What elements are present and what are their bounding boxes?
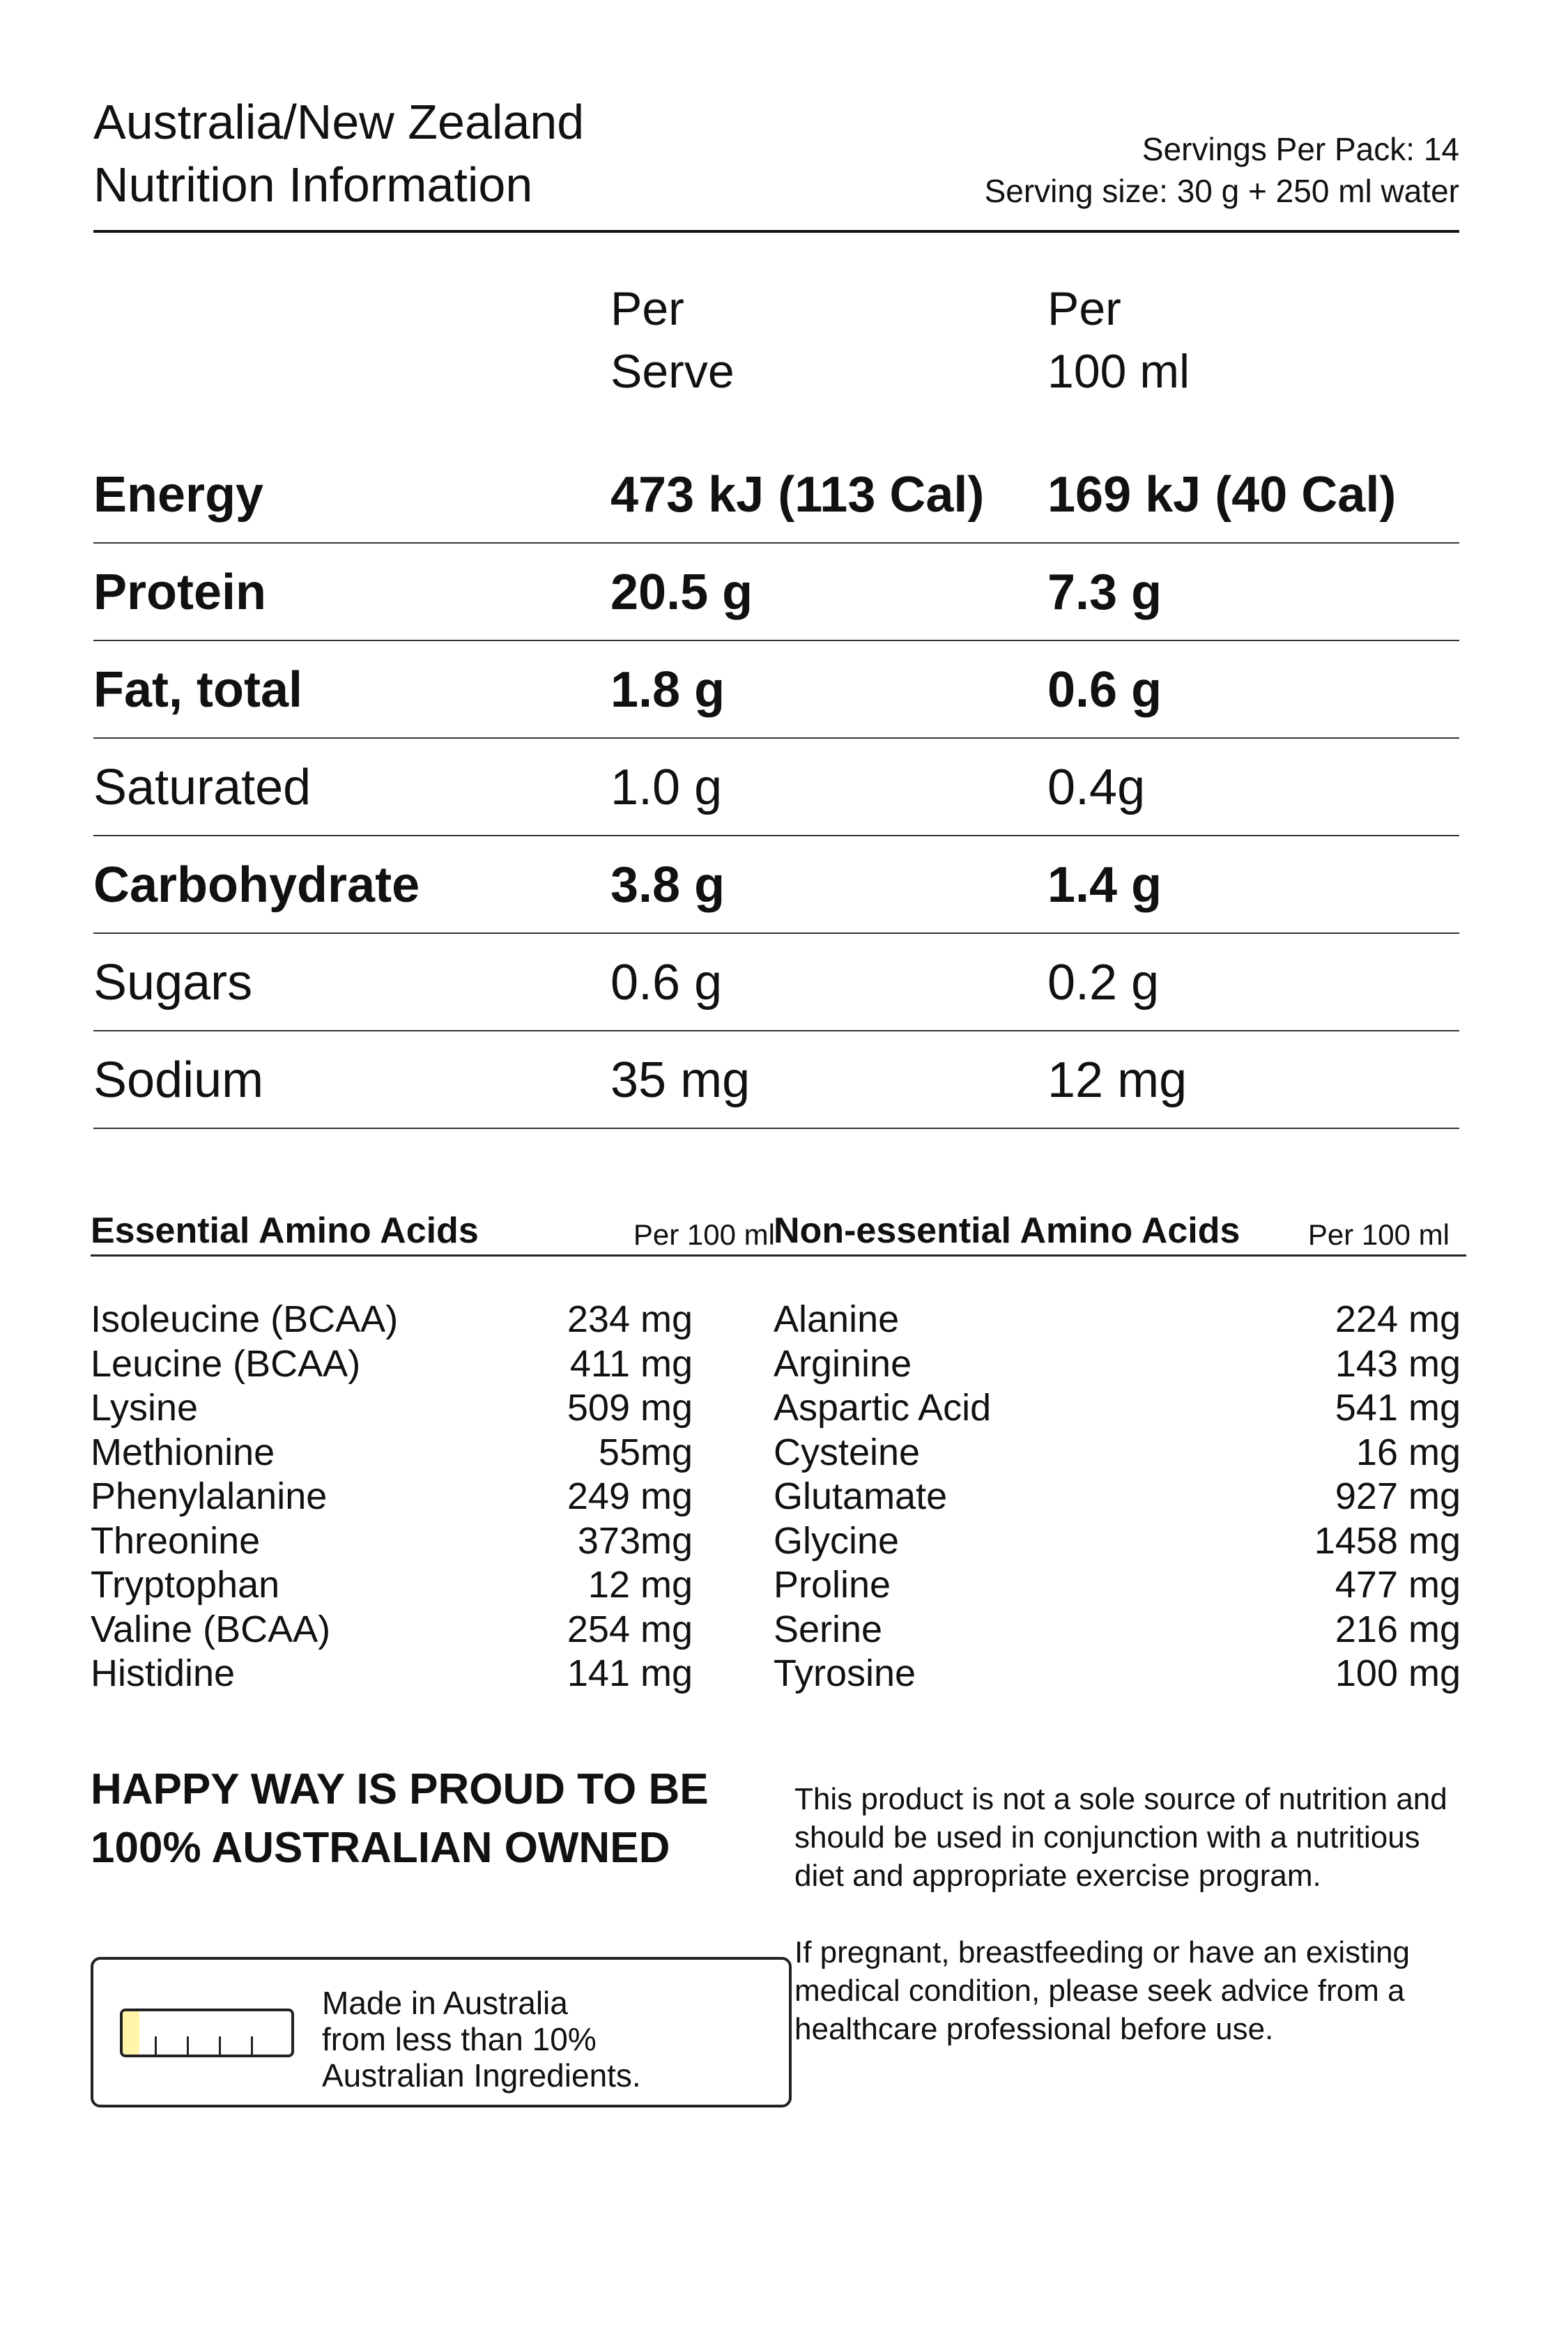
amino-acid-name: Glycine bbox=[774, 1519, 900, 1562]
amino-acid-value: 224 mg bbox=[1335, 1298, 1461, 1340]
nutrient-per-100ml: 12 mg bbox=[1047, 1052, 1187, 1108]
nutrient-per-serve: 35 mg bbox=[610, 1052, 751, 1108]
amino-acid-value: 16 mg bbox=[1355, 1431, 1461, 1473]
amino-acid-row bbox=[91, 1563, 693, 1608]
amino-acid-value: 55mg bbox=[598, 1431, 693, 1473]
serving-info bbox=[985, 128, 1459, 212]
amino-acid-value: 373mg bbox=[577, 1519, 693, 1562]
amino-acid-name: Histidine bbox=[91, 1652, 236, 1694]
amino-acid-value: 100 mg bbox=[1335, 1652, 1461, 1694]
nutrient-per-serve: 20.5 g bbox=[610, 565, 753, 620]
gauge-tick bbox=[219, 2036, 221, 2055]
nutrient-per-serve: 1.8 g bbox=[610, 662, 725, 718]
amino-acid-row bbox=[91, 1608, 693, 1652]
nutrient-name: Protein bbox=[93, 565, 267, 620]
nutrient-name: Sugars bbox=[93, 955, 253, 1011]
amino-acid-row bbox=[774, 1608, 1461, 1652]
gauge-tick bbox=[251, 2036, 253, 2055]
nutrient-per-100ml: 1.4 g bbox=[1047, 857, 1162, 913]
nutrient-per-serve: 1.0 g bbox=[610, 760, 723, 815]
amino-acid-row bbox=[774, 1652, 1461, 1696]
amino-acid-row bbox=[774, 1519, 1461, 1564]
nutrient-name: Energy bbox=[93, 467, 264, 523]
amino-acid-row bbox=[91, 1431, 693, 1475]
amino-acid-row bbox=[774, 1431, 1461, 1475]
amino-acid-row bbox=[774, 1386, 1461, 1431]
nutrient-row bbox=[93, 544, 1459, 641]
amino-acid-row bbox=[91, 1519, 693, 1564]
amino-acid-name: Isoleucine (BCAA) bbox=[91, 1298, 399, 1340]
nutrient-per-serve: 3.8 g bbox=[610, 857, 725, 913]
nutrient-per-100ml: 0.2 g bbox=[1047, 955, 1160, 1011]
nutrient-name: Carbohydrate bbox=[93, 857, 420, 913]
nutrient-per-100ml: 0.6 g bbox=[1047, 662, 1162, 718]
amino-acid-name: Methionine bbox=[91, 1431, 275, 1473]
amino-acid-name: Cysteine bbox=[774, 1431, 921, 1473]
nutrient-name: Sodium bbox=[93, 1052, 264, 1108]
nonessential-amino-header bbox=[774, 1204, 1466, 1257]
nutrient-row bbox=[93, 641, 1459, 739]
row-divider bbox=[93, 1128, 1459, 1129]
column-per-serve-line-2: Serve bbox=[610, 345, 735, 398]
panel-title bbox=[93, 91, 584, 216]
nonessential-amino-list bbox=[774, 1298, 1461, 1696]
gauge-fill bbox=[123, 2011, 139, 2055]
disclaimer-paragraph-1: This product is not a sole source of nutrition and should be used in conjunction with a nutritious diet and appropriate exercise program. bbox=[794, 1782, 1447, 1893]
gauge-tick bbox=[187, 2036, 189, 2055]
nutrient-per-serve: 0.6 g bbox=[610, 955, 723, 1011]
disclaimer bbox=[794, 1780, 1477, 2087]
australian-owned-statement bbox=[91, 1760, 709, 1877]
nutrient-name: Fat, total bbox=[93, 662, 302, 718]
amino-acid-name: Lysine bbox=[91, 1387, 199, 1429]
amino-acid-row bbox=[91, 1386, 693, 1431]
nutrient-row bbox=[93, 739, 1459, 836]
amino-acid-value: 254 mg bbox=[567, 1608, 693, 1650]
amino-acid-row bbox=[774, 1475, 1461, 1519]
nutrient-per-100ml: 7.3 g bbox=[1047, 565, 1162, 620]
amino-acid-row bbox=[91, 1298, 693, 1342]
amino-acid-row bbox=[774, 1563, 1461, 1608]
essential-amino-header bbox=[91, 1204, 792, 1257]
column-per-100ml-line-1: Per bbox=[1047, 282, 1121, 335]
country-of-origin-label bbox=[91, 1957, 792, 2107]
column-per-serve-line-1: Per bbox=[610, 282, 684, 335]
amino-acid-name: Valine (BCAA) bbox=[91, 1608, 331, 1650]
amino-acid-name: Tryptophan bbox=[91, 1564, 280, 1606]
title-line-1: Australia/New Zealand bbox=[93, 95, 585, 149]
disclaimer-paragraph-2: If pregnant, breastfeeding or have an existing medical condition, please seek advice from a healthcare professional before use. bbox=[794, 1935, 1411, 2046]
nutrient-row bbox=[93, 836, 1459, 934]
australian-owned-line-2: 100% AUSTRALIAN OWNED bbox=[91, 1824, 670, 1872]
title-line-2: Nutrition Information bbox=[93, 158, 533, 212]
amino-acid-name: Serine bbox=[774, 1608, 883, 1650]
australian-ingredients-gauge bbox=[120, 2009, 294, 2057]
amino-acid-name: Threonine bbox=[91, 1519, 261, 1562]
amino-acid-value: 234 mg bbox=[567, 1298, 693, 1340]
gauge-tick bbox=[155, 2036, 157, 2055]
amino-acid-row bbox=[774, 1298, 1461, 1342]
amino-acid-name: Alanine bbox=[774, 1298, 900, 1340]
serving-size: Serving size: 30 g + 250 ml water bbox=[984, 173, 1459, 209]
amino-acid-name: Arginine bbox=[774, 1342, 912, 1385]
column-per-100ml bbox=[1047, 277, 1190, 403]
essential-amino-unit: Per 100 ml bbox=[633, 1218, 775, 1251]
amino-acid-value: 141 mg bbox=[567, 1652, 693, 1694]
amino-acid-value: 477 mg bbox=[1335, 1564, 1461, 1606]
nonessential-amino-unit: Per 100 ml bbox=[1307, 1218, 1450, 1251]
amino-acid-row bbox=[774, 1342, 1461, 1387]
amino-acid-value: 541 mg bbox=[1335, 1387, 1461, 1429]
made-in-line-1: Made in Australia bbox=[322, 1985, 568, 2021]
amino-acid-value: 1458 mg bbox=[1314, 1519, 1461, 1562]
amino-acid-value: 12 mg bbox=[587, 1564, 693, 1606]
nutrient-per-100ml: 169 kJ (40 Cal) bbox=[1047, 467, 1397, 523]
column-per-100ml-line-2: 100 ml bbox=[1047, 345, 1190, 398]
amino-acid-name: Glutamate bbox=[774, 1475, 948, 1517]
amino-acid-name: Phenylalanine bbox=[91, 1475, 328, 1517]
made-in-line-2: from less than 10% bbox=[322, 2021, 597, 2057]
nutrient-per-100ml: 0.4g bbox=[1047, 760, 1146, 815]
column-per-serve bbox=[610, 277, 735, 403]
header-divider bbox=[93, 230, 1459, 233]
made-in-line-3: Australian Ingredients. bbox=[322, 2057, 641, 2094]
nutrient-name: Saturated bbox=[93, 760, 312, 815]
amino-acid-value: 216 mg bbox=[1335, 1608, 1461, 1650]
nonessential-amino-title: Non-essential Amino Acids bbox=[774, 1211, 1240, 1251]
made-in-text bbox=[322, 1985, 641, 2094]
amino-acid-value: 509 mg bbox=[567, 1387, 693, 1429]
nutrient-row bbox=[93, 934, 1459, 1031]
nutrient-per-serve: 473 kJ (113 Cal) bbox=[610, 467, 985, 523]
amino-acid-row bbox=[91, 1342, 693, 1387]
amino-acid-row bbox=[91, 1475, 693, 1519]
amino-acid-value: 143 mg bbox=[1335, 1342, 1461, 1385]
amino-acid-value: 249 mg bbox=[567, 1475, 693, 1517]
amino-acid-value: 411 mg bbox=[569, 1342, 693, 1385]
nutrient-row bbox=[93, 1031, 1459, 1129]
amino-acid-name: Proline bbox=[774, 1564, 891, 1606]
amino-acid-row bbox=[91, 1652, 693, 1696]
essential-amino-list bbox=[91, 1298, 693, 1696]
australian-owned-line-1: HAPPY WAY IS PROUD TO BE bbox=[91, 1765, 709, 1813]
amino-acid-name: Tyrosine bbox=[774, 1652, 916, 1694]
amino-acid-value: 927 mg bbox=[1335, 1475, 1461, 1517]
amino-acid-name: Leucine (BCAA) bbox=[91, 1342, 361, 1385]
servings-per-pack: Servings Per Pack: 14 bbox=[1142, 131, 1459, 167]
amino-acid-name: Aspartic Acid bbox=[774, 1387, 992, 1429]
essential-amino-title: Essential Amino Acids bbox=[91, 1211, 479, 1251]
nutrient-row bbox=[93, 446, 1459, 544]
